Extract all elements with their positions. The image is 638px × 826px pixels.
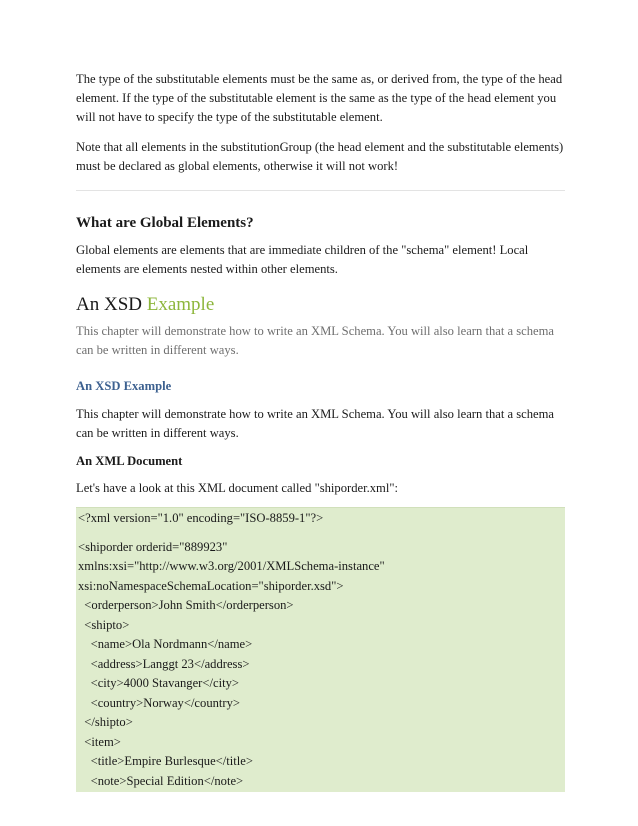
xsd-example-heading-main: An XSD (76, 294, 142, 315)
global-elements-paragraph: Global elements are elements that are immediate children of the "schema" element! Local elements are elements nested within other elements. (76, 243, 529, 276)
code-line: <address>Langgt 23</address> (78, 656, 250, 671)
xml-code-block (76, 507, 565, 792)
code-line: <city>4000 Stavanger</city> (78, 676, 239, 690)
code-line: <title>Empire Burlesque</title> (78, 754, 253, 768)
section-divider (76, 190, 565, 191)
xml-document-intro: Let's have a look at this XML document called "shiporder.xml": (76, 481, 398, 495)
code-line: xmlns:xsi="http://www.w3.org/2001/XMLSchema-instance" (78, 559, 385, 573)
xsd-example-body: This chapter will demonstrate how to write an XML Schema. You will also learn that a schema can be written in different ways. (76, 407, 554, 440)
page-content (76, 70, 565, 792)
code-line: <item> (78, 734, 121, 749)
code-line: <shiporder orderid="889923" (78, 539, 228, 554)
xml-document-heading: An XML Document (76, 454, 183, 468)
code-line: <note>Special Edition</note> (78, 773, 244, 788)
global-elements-heading: What are Global Elements? (76, 215, 254, 231)
code-line: <country>Norway</country> (78, 695, 241, 710)
xsd-example-intro: This chapter will demonstrate how to write an XML Schema. You will also learn that a schema can be written in different ways. (76, 324, 554, 357)
code-line: <?xml version="1.0" encoding="ISO-8859-1"?> (78, 511, 324, 525)
code-line: </shipto> (78, 715, 133, 729)
xsd-example-heading (76, 293, 565, 317)
substitution-group-note: Note that all elements in the substitutionGroup (the head element and the substitutable elements) must be declared as global elements, otherwise it will not work! (76, 140, 564, 173)
code-line: <shipto> (78, 617, 130, 632)
code-line: xsi:noNamespaceSchemaLocation="shiporder.xsd"> (78, 578, 344, 593)
code-line: <orderperson>John Smith</orderperson> (78, 598, 294, 612)
code-line: <name>Ola Nordmann</name> (78, 637, 253, 651)
xsd-example-subheading: An XSD Example (76, 379, 172, 393)
substitutable-type-paragraph: The type of the substitutable elements must be the same as, or derived from, the type of the head element. If the type of the substitutable element is the same as the type of the head element you will not have to specify the type of the substitutable element. (76, 72, 563, 124)
xsd-example-heading-accent: Example (146, 294, 215, 315)
